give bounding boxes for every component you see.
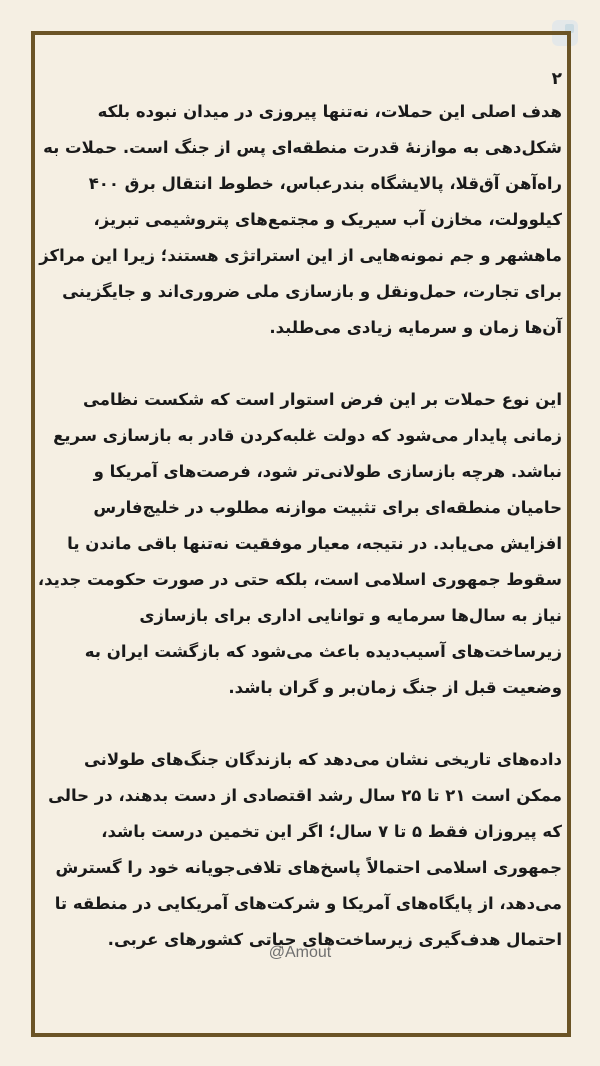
page-number: ۲ xyxy=(551,69,562,89)
paragraph-3: داده‌های تاریخی نشان می‌دهد که بازندگان جنگ‌های طولانی ممکن است ۲۱ تا ۲۵ سال رشد اقتصادی از دست بدهند، در حالی که پیروزان فقط ۵ تا ۷ سال؛ اگر این تخمین درست باشد، جمهوری اسلامی احتمالاً پاسخ‌های تلافی‌جویانه خود را گسترش می‌دهد، از پایگاه‌های آمریکا و شرکت‌های آمریکایی در منطقه تا احتمال هدف‌گیری زیرساخت‌های حیاتی کشورهای عربی. xyxy=(48,750,562,949)
paragraph-1: هدف اصلی این حملات، نه‌تنها پیروزی در میدان نبوده بلکه شکل‌دهی به موازنهٔ قدرت منطقه‌ای پس از جنگ است. حملات به راه‌آهن آق‌قلا، پالایشگاه بندرعباس، خطوط انتقال برق ۴۰۰ کیلوولت، مخازن آب سیریک و مجتمع‌های پتروشیمی تبریز، ماهشهر و جم نمونه‌هایی از این استراتژی هستند؛ زیرا این مراکز برای تجارت، حمل‌ونقل و بازسازی ملی ضروری‌اند و جایگزینی آن‌ها زمان و سرمایه زیادی می‌طلبد. xyxy=(39,102,562,337)
author-handle: @Amout xyxy=(268,944,332,961)
paragraph-2: این نوع حملات بر این فرض استوار است که شکست نظامی زمانی پایدار می‌شود که دولت غلبه‌کردن قادر به بازسازی سریع نباشد. هرچه بازسازی طولانی‌تر شود، فرصت‌های آمریکا و حامیان منطقه‌ای برای تثبیت موازنه مطلوب در خلیج‌فارس افزایش می‌یابد. در نتیجه، معیار موفقیت نه‌تنها باقی ماندن یا سقوط جمهوری اسلامی است، بلکه حتی در صورت حکومت جدید، نیاز به سال‌ها سرمایه و توانایی اداری برای بازسازی زیرساخت‌های آسیب‌دیده باعث می‌شود که بازگشت ایران به وضعیت قبل از جنگ زمان‌بر و گران باشد. xyxy=(37,390,562,697)
article-body xyxy=(36,66,566,994)
